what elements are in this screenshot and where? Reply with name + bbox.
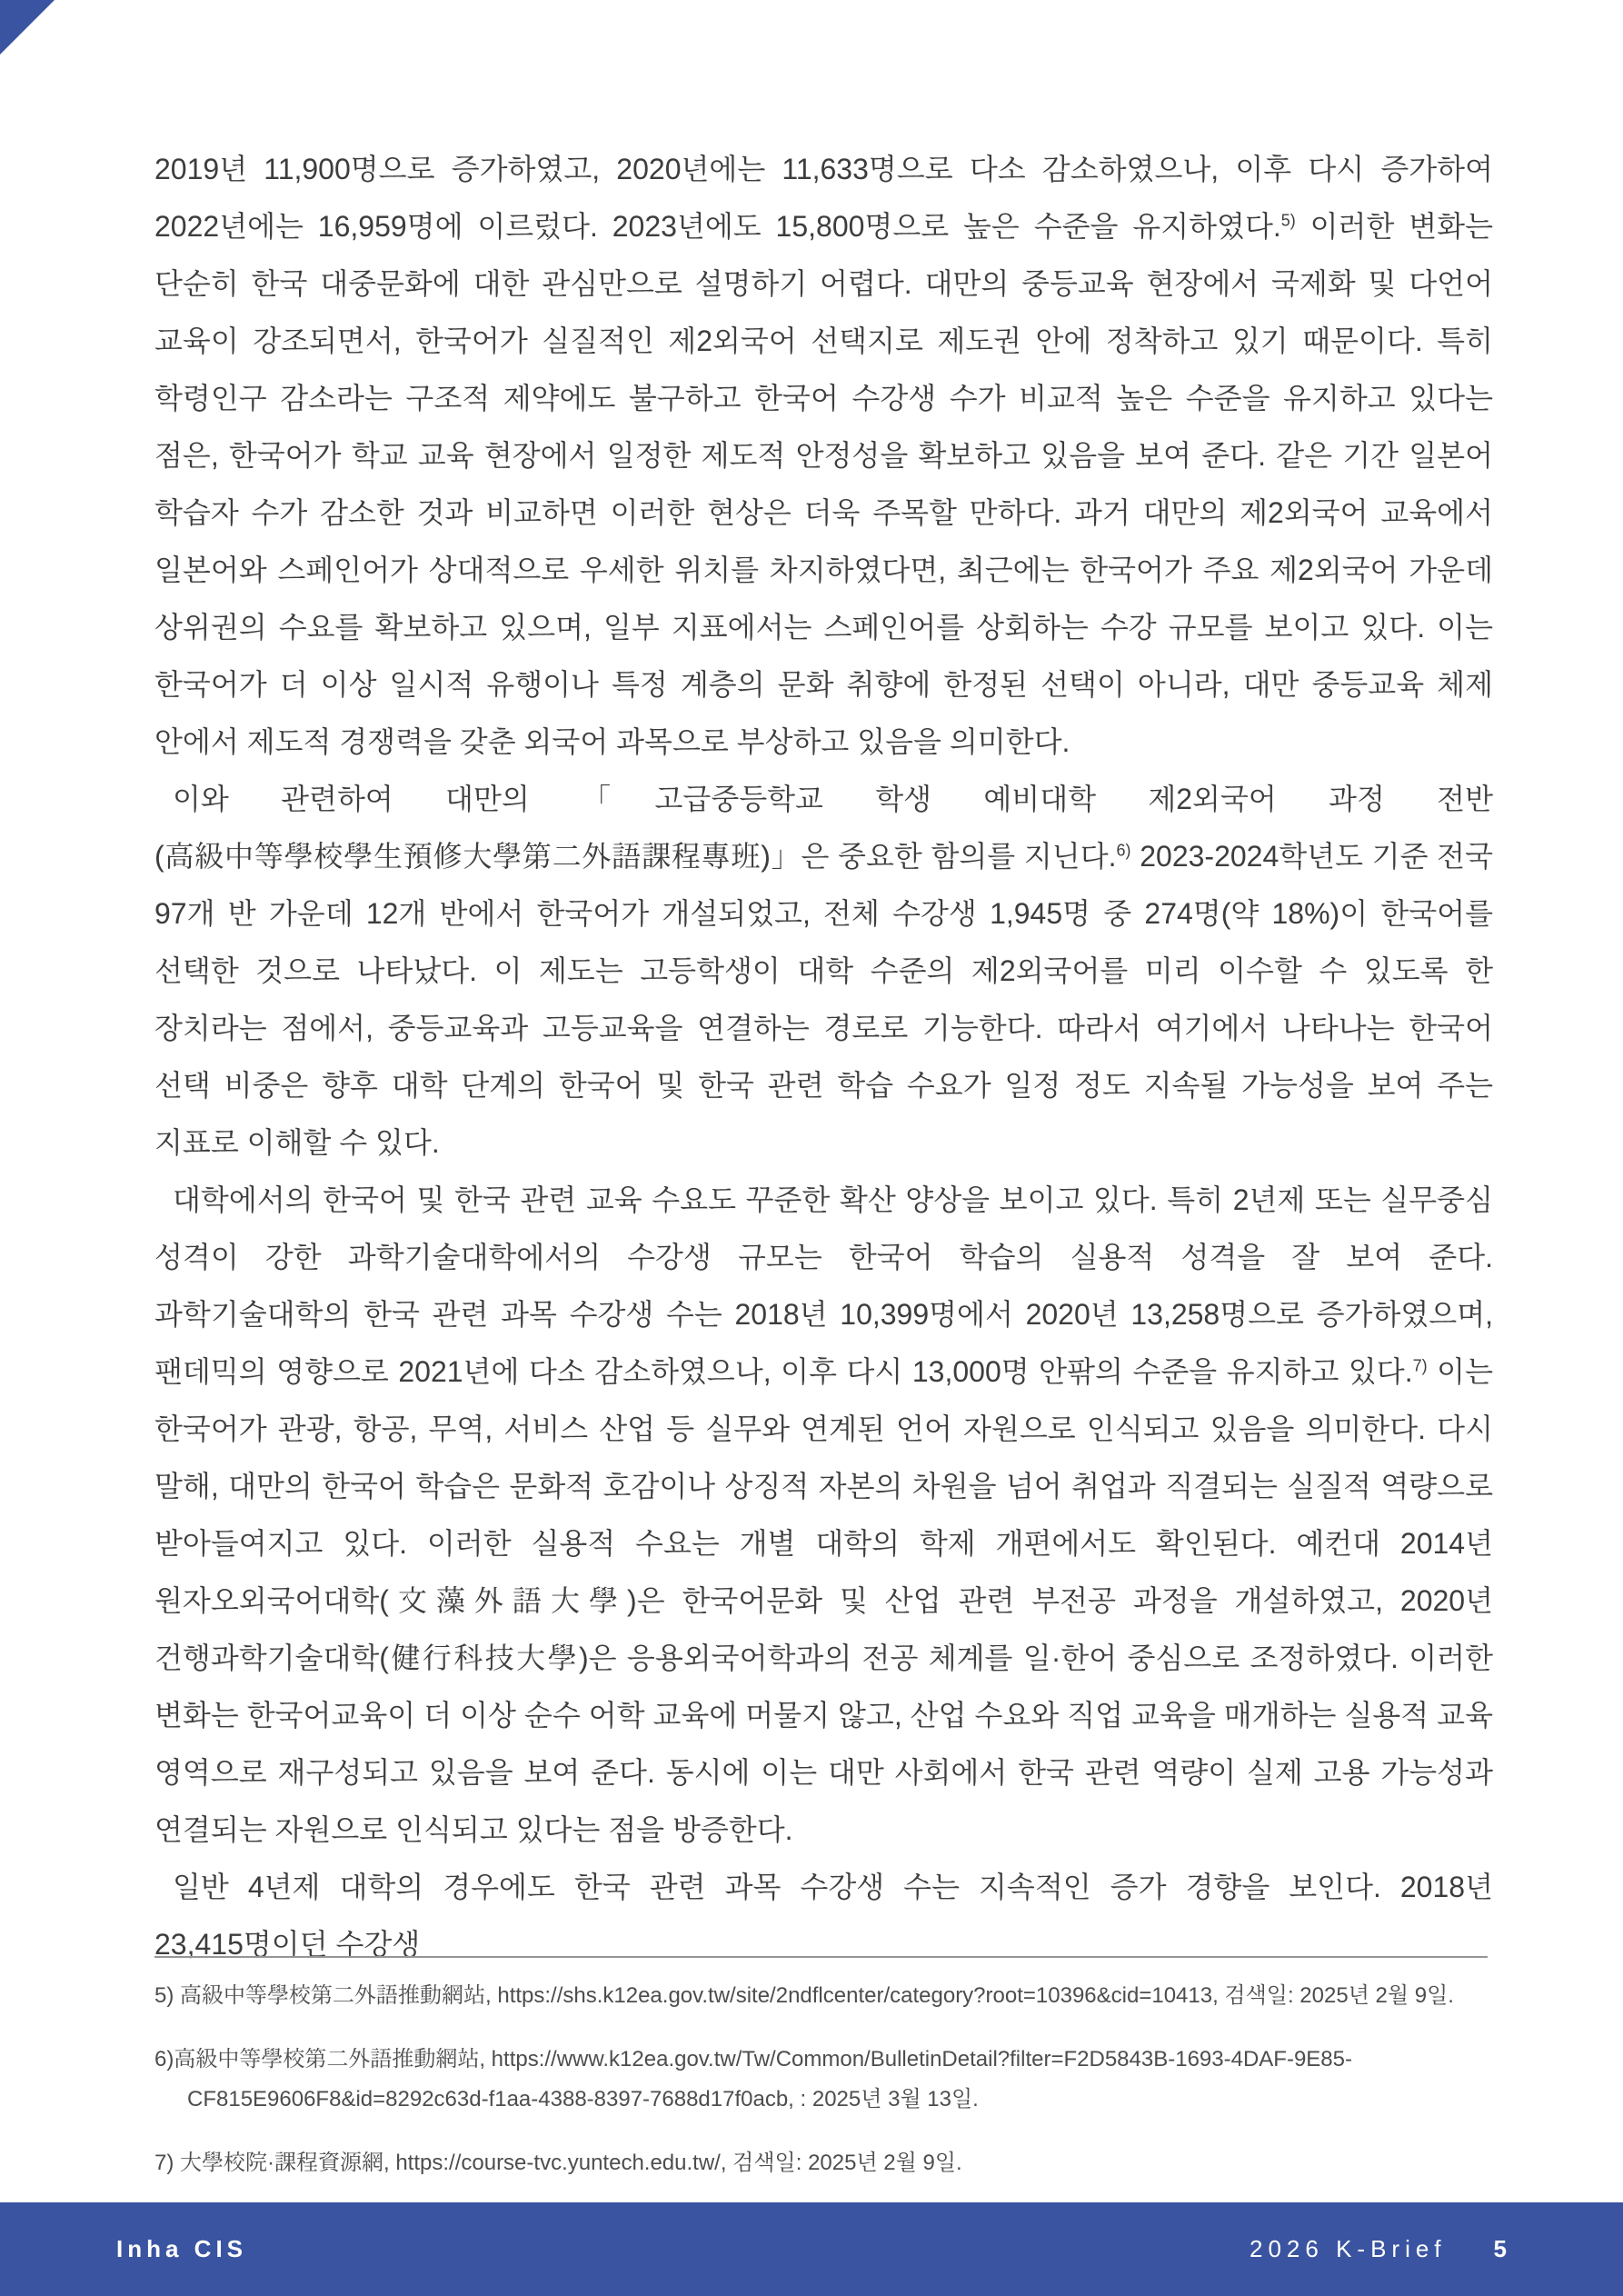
footnote-line: 6)高級中等學校第二外語推動網站, https://www.k12ea.gov.tw/Tw/Common/BulletinDetail?filter=F2D5843B-1693-4DAF-9E85- xyxy=(154,2047,1352,2071)
body-text xyxy=(154,141,1493,1973)
corner-triangle-decoration xyxy=(0,0,55,55)
footnote xyxy=(154,1976,1488,2016)
footer-brand: Inha CIS xyxy=(116,2235,248,2262)
footnote-list xyxy=(154,1976,1488,2183)
footnote-reference: 5) xyxy=(1280,211,1296,230)
paragraph xyxy=(154,1172,1493,1859)
paragraph-text: 이는 한국어가 관광, 항공, 무역, 서비스 산업 등 실무와 연계된 언어 자원으로 인식되고 있음을 의미한다. 다시 말해, 대만의 한국어 학습은 문화적 호감이나 상징적 자본의 차원을 넘어 취업과 직결되는 실질적 역량으로 받아들여지고 있다. 이러한 실용적 수요는 개별 대학의 학제 개편에서도 확인된다. 예컨대 2014년 원자오외국어대학(文藻外語大學)은 한국어문화 및 산업 관련 부전공 과정을 개설하였고, 2020년 건행과학기술대학(健行科技大學)은 응용외국어학과의 전공 체계를 일·한어 중심으로 조정하였다. 이러한 변화는 한국어교육이 더 이상 순수 어학 교육에 머물지 않고, 산업 수요와 직업 교육을 매개하는 실용적 교육 영역으로 재구성되고 있음을 보여 준다. 동시에 이는 대만 사회에서 한국 관련 역량이 실제 고용 가능성과 연결되는 자원으로 인식되고 있다는 점을 방증한다. xyxy=(154,1355,1493,1846)
footnote-line: 5) 高級中等學校第二外語推動網站, https://shs.k12ea.gov.tw/site/2ndflcenter/category?root=10396&cid=10413, 검색일: 2025년 2월 9일. xyxy=(154,1983,1454,2008)
footnote xyxy=(154,2143,1488,2183)
footnote-reference: 7) xyxy=(1412,1356,1428,1375)
paragraph-text: 이러한 변화는 단순히 한국 대중문화에 대한 관심만으로 설명하기 어렵다. 대만의 중등교육 현장에서 국제화 및 다언어 교육이 강조되면서, 한국어가 실질적인 제2외국어 선택지로 제도권 안에 정착하고 있기 때문이다. 특히 학령인구 감소라는 구조적 제약에도 불구하고 한국어 수강생 수가 비교적 높은 수준을 유지하고 있다는 점은, 한국어가 학교 교육 현장에서 일정한 제도적 안정성을 확보하고 있음을 보여 준다. 같은 기간 일본어 학습자 수가 감소한 것과 비교하면 이러한 현상은 더욱 주목할 만하다. 과거 대만의 제2외국어 교육에서 일본어와 스페인어가 상대적으로 우세한 위치를 차지하였다면, 최근에는 한국어가 주요 제2외국어 가운데 상위권의 수요를 확보하고 있으며, 일부 지표에서는 스페인어를 상회하는 수강 규모를 보이고 있다. 이는 한국어가 더 이상 일시적 유행이나 특정 계층의 문화 취향에 한정된 선택이 아니라, 대만 중등교육 체제 안에서 제도적 경쟁력을 갖춘 외국어 과목으로 부상하고 있음을 의미한다. xyxy=(154,210,1493,758)
footnote xyxy=(154,2040,1488,2120)
page-number: 5 xyxy=(1493,2235,1507,2262)
paragraph-text: 2023-2024학년도 기준 전국 97개 반 가운데 12개 반에서 한국어가 개설되었고, 전체 수강생 1,945명 중 274명(약 18%)이 한국어를 선택한 것으로 나타났다. 이 제도는 고등학생이 대학 수준의 제2외국어를 미리 이수할 수 있도록 한 장치라는 점에서, 중등교육과 고등교육을 연결하는 경로로 기능한다. 따라서 여기에서 나타나는 한국어 선택 비중은 향후 대학 단계의 한국어 및 한국 관련 학습 수요가 일정 정도 지속될 가능성을 보여 주는 지표로 이해할 수 있다. xyxy=(154,840,1494,1159)
footnote-separator xyxy=(154,1956,1488,1958)
paragraph-text: 2019년 11,900명으로 증가하였고, 2020년에는 11,633명으로 다소 감소하였으나, 이후 다시 증가하여 2022년에는 16,959명에 이르렀다. 2023년에도 15,800명으로 높은 수준을 유지하였다. xyxy=(154,153,1493,243)
paragraph-text: 일반 4년제 대학의 경우에도 한국 관련 과목 수강생 수는 지속적인 증가 경향을 보인다. 2018년 23,415명이던 수강생 xyxy=(154,1871,1493,1961)
footer-publication-info xyxy=(1250,2235,1507,2263)
footer-publication-title: 2026 K-Brief xyxy=(1250,2235,1447,2262)
paragraph-text: 대학에서의 한국어 및 한국 관련 교육 수요도 꾸준한 확산 양상을 보이고 있다. 특히 2년제 또는 실무중심 성격이 강한 과학기술대학에서의 수강생 규모는 한국어 학습의 실용적 성격을 잘 보여 준다. 과학기술대학의 한국 관련 과목 수강생 수는 2018년 10,399명에서 2020년 13,258명으로 증가하였으며, 팬데믹의 영향으로 2021년에 다소 감소하였으나, 이후 다시 13,000명 안팎의 수준을 유지하고 있다. xyxy=(154,1183,1493,1388)
paragraph-text: 이와 관련하여 대만의 「고급중등학교 학생 예비대학 제2외국어 과정 전반(高級中等學校學生預修大學第二外語課程專班)」은 중요한 함의를 지닌다. xyxy=(154,783,1493,873)
footnotes-section xyxy=(154,1956,1488,2207)
footer-bar xyxy=(0,2202,1623,2296)
footnote-reference: 6) xyxy=(1116,841,1131,860)
paragraph xyxy=(154,141,1493,771)
footnote-line: CF815E9606F8&id=8292c63d-f1aa-4388-8397-7688d17f0acb, : 2025년 3월 13일. xyxy=(187,2087,979,2111)
footnote-line: 7) 大學校院·課程資源網, https://course-tvc.yuntech.edu.tw/, 검색일: 2025년 2월 9일. xyxy=(154,2151,962,2175)
paragraph xyxy=(154,771,1493,1172)
